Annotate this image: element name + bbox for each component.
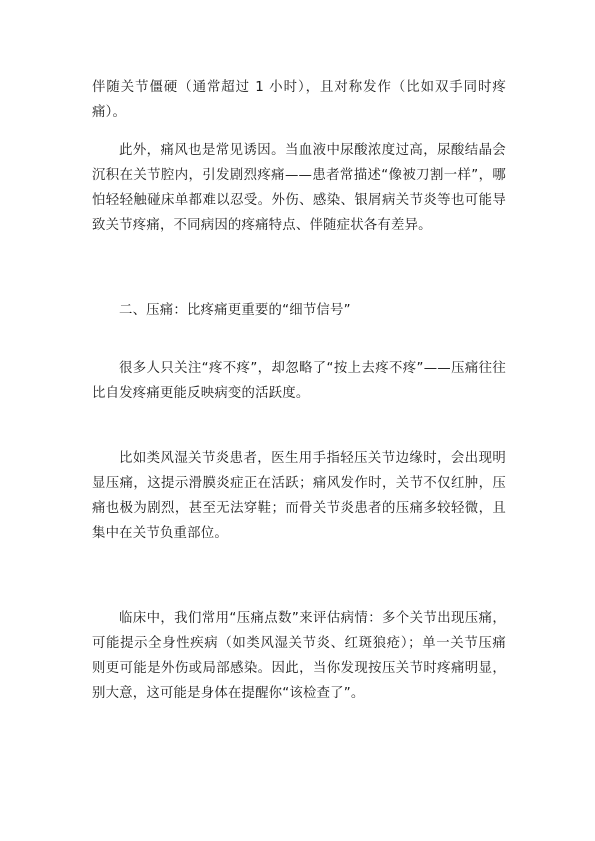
section-heading: 二、压痛：比疼痛更重要的“细节信号” [119,303,351,318]
paragraph-clinical: 临床中，我们常用“压痛点数”来评估病情：多个关节出现压痛，可能提示全身性疾病（如类风湿关节炎、红斑狼疮）；单一关节压痛则更可能是外伤或局部感染。因此，当你发现按压关节时疼痛明显，别大意，这可能是身体在提醒你“该检查了”。 [92,611,506,701]
paragraph-gout: 此外，痛风也是常见诱因。当血液中尿酸浓度过高，尿酸结晶会沉积在关节腔内，引发剧烈疼痛——患者常描述“像被刀割一样”，哪怕轻轻触碰床单都难以忍受。外伤、感染、银屑病关节炎等也可能导致关节疼痛，不同病因的疼痛特点、伴随症状各有差异。 [92,143,506,233]
paragraph-continuation: 伴随关节僵硬（通常超过 1 小时），且对称发作（比如双手同时疼痛）。 [92,80,506,120]
paragraph-tenderness-intro: 很多人只关注“疼不疼”，却忽略了“按上去疼不疼”——压痛往往比自发疼痛更能反映病变的活跃度。 [92,361,506,401]
paragraph-examples: 比如类风湿关节炎患者，医生用手指轻压关节边缘时，会出现明显压痛，这提示滑膜炎症正在活跃；痛风发作时，关节不仅红肿，压痛也极为剧烈，甚至无法穿鞋；而骨关节炎患者的压痛多较轻微，且集中在关节负重部位。 [92,451,506,541]
